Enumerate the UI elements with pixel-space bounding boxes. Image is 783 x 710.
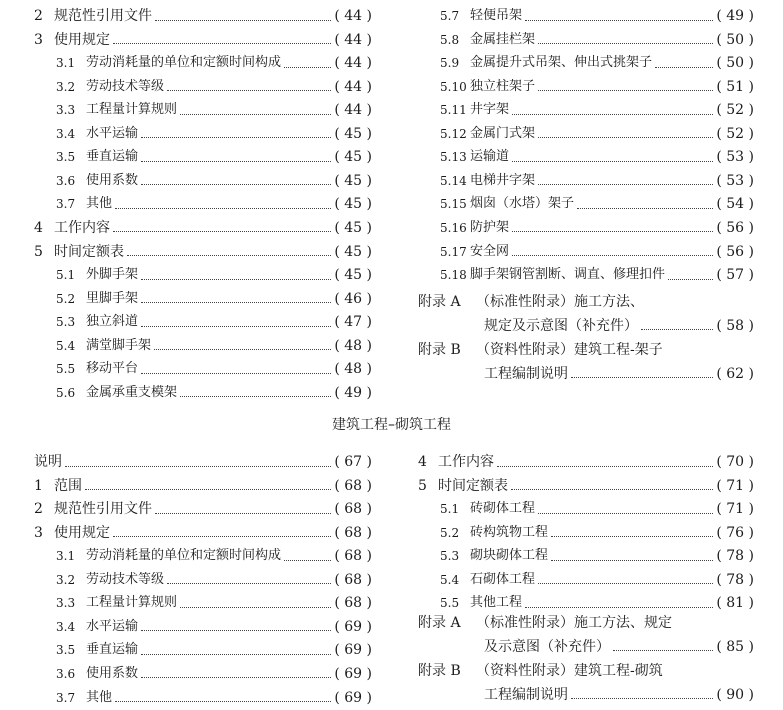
entry-number: 3.7 bbox=[56, 197, 76, 212]
page-number: ( 69 ) bbox=[334, 665, 372, 682]
entry-title: 电梯井字架 bbox=[470, 172, 536, 188]
entry-title: 使用规定 bbox=[54, 524, 110, 541]
entry-number: 3.4 bbox=[56, 619, 76, 634]
dot-leader bbox=[127, 255, 331, 256]
entry-title: 金属门式架 bbox=[470, 125, 536, 141]
entry-title: 规范性引用文件 bbox=[54, 501, 152, 518]
page-number: ( 51 ) bbox=[716, 78, 754, 95]
toc-entry bbox=[34, 217, 372, 239]
entry-title: 时间定额表 bbox=[54, 243, 124, 260]
toc-entry bbox=[418, 451, 754, 473]
toc-appendices-top bbox=[418, 291, 754, 386]
entry-number: 3.6 bbox=[56, 666, 76, 681]
entry-number: 5.17 bbox=[440, 244, 467, 259]
entry-number: 5 bbox=[34, 243, 43, 260]
dot-leader bbox=[113, 43, 331, 44]
dot-leader bbox=[613, 650, 713, 651]
toc-entry bbox=[34, 146, 372, 168]
entry-title: 工作内容 bbox=[438, 454, 494, 470]
dot-leader bbox=[512, 161, 713, 162]
dot-leader bbox=[167, 90, 331, 91]
toc-entry bbox=[34, 264, 372, 286]
page-number: ( 68 ) bbox=[334, 571, 372, 588]
page-number: ( 46 ) bbox=[334, 290, 372, 307]
page-number: ( 44 ) bbox=[334, 78, 372, 95]
entry-number: 3.3 bbox=[56, 103, 76, 118]
page-number: ( 71 ) bbox=[716, 477, 754, 494]
entry-title: 说明 bbox=[34, 454, 62, 470]
dot-leader bbox=[167, 583, 331, 584]
toc-entry bbox=[418, 5, 754, 27]
toc-entry bbox=[418, 52, 754, 74]
page-number: ( 54 ) bbox=[716, 196, 754, 213]
page-number: ( 44 ) bbox=[334, 55, 372, 72]
toc-entry bbox=[34, 663, 372, 685]
dot-leader bbox=[284, 67, 331, 68]
dot-leader bbox=[85, 489, 331, 490]
toc-entry bbox=[418, 170, 754, 192]
toc-entry bbox=[34, 498, 372, 520]
appendix-title-line1: （资料性附录）建筑工程-砌筑 bbox=[476, 663, 663, 679]
dot-leader bbox=[525, 607, 713, 608]
appendix-title-line2: 工程编制说明 bbox=[484, 365, 568, 382]
page-number: ( 49 ) bbox=[334, 384, 372, 401]
page-number: ( 58 ) bbox=[716, 317, 754, 334]
appendix-title-line2-row bbox=[484, 315, 754, 337]
dot-leader bbox=[113, 231, 331, 232]
entry-title: 其他 bbox=[86, 689, 113, 705]
toc-entry bbox=[34, 358, 372, 380]
page-number: ( 71 ) bbox=[716, 501, 754, 518]
page-number: ( 69 ) bbox=[334, 642, 372, 659]
entry-number: 5.12 bbox=[440, 126, 467, 141]
dot-leader bbox=[180, 607, 331, 608]
dot-leader bbox=[113, 536, 331, 537]
entry-number: 5.13 bbox=[440, 150, 467, 165]
entry-title: 其他 bbox=[86, 196, 113, 212]
dot-leader bbox=[141, 161, 331, 162]
entry-title: 水平运输 bbox=[86, 618, 139, 634]
dot-leader bbox=[571, 698, 713, 699]
toc-entry bbox=[34, 687, 372, 709]
entry-number: 5.5 bbox=[56, 362, 76, 377]
entry-title: 垂直运输 bbox=[86, 149, 139, 165]
entry-number: 5.5 bbox=[440, 596, 460, 611]
entry-title: 时间定额表 bbox=[438, 477, 508, 494]
entry-title: 工程量计算规则 bbox=[86, 102, 178, 118]
entry-title: 使用系数 bbox=[86, 665, 139, 681]
entry-title: 金属提升式吊架、伸出式挑架子 bbox=[470, 55, 653, 71]
appendix-title-line1: （标准性附录）施工方法、规定 bbox=[476, 615, 672, 631]
entry-title: 规范性引用文件 bbox=[54, 8, 152, 24]
entry-title: 烟囱（水塔）架子 bbox=[470, 196, 575, 212]
entry-number: 5.14 bbox=[440, 173, 467, 188]
toc-entry bbox=[418, 264, 754, 286]
dot-leader bbox=[141, 302, 331, 303]
entry-number: 5.3 bbox=[56, 315, 76, 330]
page-number: ( 49 ) bbox=[716, 8, 754, 24]
toc-entry bbox=[418, 29, 754, 51]
page-number: ( 67 ) bbox=[334, 454, 372, 470]
page-number: ( 81 ) bbox=[716, 595, 754, 612]
toc-entry bbox=[34, 170, 372, 192]
dot-leader bbox=[512, 114, 713, 115]
toc-entry bbox=[418, 123, 754, 145]
page-number: ( 69 ) bbox=[334, 689, 372, 706]
page-number: ( 68 ) bbox=[334, 501, 372, 518]
entry-title: 石砌体工程 bbox=[470, 571, 536, 587]
dot-leader bbox=[115, 701, 331, 702]
page-number: ( 50 ) bbox=[716, 31, 754, 48]
page-number: ( 68 ) bbox=[334, 595, 372, 612]
toc-entry bbox=[34, 335, 372, 357]
entry-number: 2 bbox=[34, 501, 43, 518]
toc-entry bbox=[34, 193, 372, 215]
entry-title: 金属挂栏架 bbox=[470, 31, 536, 47]
entry-number: 3.1 bbox=[56, 549, 76, 564]
entry-number: 3.5 bbox=[56, 150, 76, 165]
entry-title: 砖砌体工程 bbox=[470, 501, 536, 517]
page-number: ( 45 ) bbox=[334, 267, 372, 284]
entry-title: 范围 bbox=[54, 477, 82, 494]
page-number: ( 44 ) bbox=[334, 8, 372, 24]
section-title: 建筑工程–砌筑工程 bbox=[332, 417, 451, 433]
dot-leader bbox=[141, 654, 331, 655]
toc-entry bbox=[418, 146, 754, 168]
page-number: ( 45 ) bbox=[334, 149, 372, 166]
dot-leader bbox=[512, 255, 713, 256]
dot-leader bbox=[655, 67, 713, 68]
page-number: ( 45 ) bbox=[334, 243, 372, 260]
entry-number: 5.4 bbox=[56, 338, 76, 353]
page-number: ( 62 ) bbox=[716, 365, 754, 382]
toc-entry bbox=[34, 592, 372, 614]
toc-entry bbox=[34, 569, 372, 591]
appendix-title-line1: （资料性附录）建筑工程-架子 bbox=[476, 342, 663, 358]
entry-title: 安全网 bbox=[470, 243, 510, 259]
appendix-label: 附录 A bbox=[418, 294, 461, 310]
toc-entry bbox=[34, 639, 372, 661]
dot-leader bbox=[65, 466, 331, 467]
entry-number: 5.1 bbox=[440, 502, 460, 517]
page-number: ( 78 ) bbox=[716, 548, 754, 565]
appendix-label: 附录 B bbox=[418, 342, 461, 358]
dot-leader bbox=[538, 137, 713, 138]
dot-leader bbox=[141, 677, 331, 678]
appendix-label: 附录 B bbox=[418, 663, 461, 679]
toc-entry bbox=[34, 616, 372, 638]
entry-title: 劳动消耗量的单位和定额时间构成 bbox=[86, 55, 282, 71]
dot-leader bbox=[141, 373, 331, 374]
entry-title: 脚手架钢管割断、调直、修理扣件 bbox=[470, 267, 666, 283]
dot-leader bbox=[668, 279, 713, 280]
entry-number: 5 bbox=[418, 477, 427, 494]
toc-entry bbox=[34, 99, 372, 121]
dot-leader bbox=[497, 466, 713, 467]
toc-entry bbox=[34, 311, 372, 333]
page-number: ( 53 ) bbox=[716, 149, 754, 166]
dot-leader bbox=[551, 536, 713, 537]
entry-title: 外脚手架 bbox=[86, 267, 139, 283]
toc-entry bbox=[418, 522, 754, 544]
entry-number: 5.4 bbox=[440, 572, 460, 587]
page-number: ( 48 ) bbox=[334, 361, 372, 378]
page-number: ( 50 ) bbox=[716, 55, 754, 72]
entry-number: 3.3 bbox=[56, 596, 76, 611]
appendix-title-line1: （标准性附录）施工方法、 bbox=[476, 294, 644, 310]
entry-number: 4 bbox=[34, 219, 43, 236]
dot-leader bbox=[155, 513, 331, 514]
entry-number: 3.6 bbox=[56, 173, 76, 188]
dot-leader bbox=[180, 114, 331, 115]
page-number: ( 45 ) bbox=[334, 219, 372, 236]
entry-title: 垂直运输 bbox=[86, 642, 139, 658]
entry-title: 砖构筑物工程 bbox=[470, 524, 549, 540]
entry-title: 移动平台 bbox=[86, 361, 139, 377]
entry-title: 金属承重支模架 bbox=[86, 384, 178, 400]
entry-title: 独立斜道 bbox=[86, 314, 139, 330]
dot-leader bbox=[525, 20, 713, 21]
page-number: ( 57 ) bbox=[716, 267, 754, 284]
toc-entry bbox=[34, 123, 372, 145]
dot-leader bbox=[284, 560, 331, 561]
page-number: ( 47 ) bbox=[334, 314, 372, 331]
toc-entry bbox=[34, 522, 372, 544]
page-number: ( 48 ) bbox=[334, 337, 372, 354]
entry-number: 3 bbox=[34, 524, 43, 541]
entry-title: 里脚手架 bbox=[86, 290, 139, 306]
dot-leader bbox=[538, 90, 713, 91]
page-number: ( 68 ) bbox=[334, 548, 372, 565]
toc-entry bbox=[34, 29, 372, 51]
dot-leader bbox=[141, 326, 331, 327]
dot-leader bbox=[641, 329, 713, 330]
entry-number: 3.1 bbox=[56, 56, 76, 71]
toc-entry bbox=[418, 99, 754, 121]
entry-title: 工作内容 bbox=[54, 219, 110, 236]
entry-number: 5.9 bbox=[440, 56, 460, 71]
toc-entry bbox=[418, 217, 754, 239]
entry-number: 5.16 bbox=[440, 220, 467, 235]
entry-number: 3.2 bbox=[56, 572, 76, 587]
entry-number: 5.6 bbox=[56, 385, 76, 400]
page-number: ( 44 ) bbox=[334, 102, 372, 119]
entry-title: 井字架 bbox=[470, 102, 510, 118]
page-number: ( 52 ) bbox=[716, 102, 754, 119]
page-number: ( 56 ) bbox=[716, 219, 754, 236]
appendix-title-line2-row bbox=[484, 636, 754, 658]
toc-entry bbox=[418, 569, 754, 591]
toc-entry bbox=[34, 241, 372, 263]
entry-number: 5.3 bbox=[440, 549, 460, 564]
entry-number: 5.10 bbox=[440, 79, 467, 94]
toc-entry bbox=[418, 498, 754, 520]
entry-title: 防护架 bbox=[470, 219, 510, 235]
entry-title: 使用系数 bbox=[86, 172, 139, 188]
toc-entry bbox=[34, 451, 372, 473]
toc-entry bbox=[34, 475, 372, 497]
dot-leader bbox=[512, 231, 713, 232]
page-number: ( 69 ) bbox=[334, 618, 372, 635]
page-number: ( 85 ) bbox=[716, 638, 754, 655]
entry-title: 劳动技术等级 bbox=[86, 571, 165, 587]
entry-number: 3.2 bbox=[56, 79, 76, 94]
dot-leader bbox=[141, 279, 331, 280]
page-number: ( 68 ) bbox=[334, 477, 372, 494]
page-number: ( 45 ) bbox=[334, 172, 372, 189]
toc-entry bbox=[418, 193, 754, 215]
entry-number: 5.8 bbox=[440, 32, 460, 47]
appendix-title-line2: 及示意图（补充件） bbox=[484, 638, 610, 655]
toc-entry bbox=[418, 592, 754, 614]
dot-leader bbox=[180, 396, 331, 397]
entry-title: 砌块砌体工程 bbox=[470, 548, 549, 564]
dot-leader bbox=[538, 43, 713, 44]
dot-leader bbox=[155, 20, 331, 21]
page-number: ( 70 ) bbox=[716, 454, 754, 470]
toc-entry bbox=[34, 52, 372, 74]
entry-title: 劳动技术等级 bbox=[86, 78, 165, 94]
entry-title: 工程量计算规则 bbox=[86, 595, 178, 611]
page-number: ( 45 ) bbox=[334, 125, 372, 142]
toc-entry bbox=[418, 545, 754, 567]
entry-number: 3.4 bbox=[56, 126, 76, 141]
appendix-title-line2: 工程编制说明 bbox=[484, 686, 568, 703]
entry-number: 5.11 bbox=[440, 103, 467, 118]
dot-leader bbox=[538, 513, 713, 514]
appendix-title-line2-row bbox=[484, 363, 754, 385]
page-number: ( 53 ) bbox=[716, 172, 754, 189]
entry-number: 5.18 bbox=[440, 268, 467, 283]
entry-number: 5.7 bbox=[440, 9, 460, 23]
page-number: ( 78 ) bbox=[716, 571, 754, 588]
dot-leader bbox=[154, 349, 331, 350]
dot-leader bbox=[538, 583, 713, 584]
appendix-title-line2: 规定及示意图（补充件） bbox=[484, 317, 638, 334]
entry-title: 轻便吊架 bbox=[470, 8, 523, 23]
entry-number: 5.15 bbox=[440, 197, 467, 212]
dot-leader bbox=[141, 137, 331, 138]
entry-number: 5.1 bbox=[56, 268, 76, 283]
entry-title: 劳动消耗量的单位和定额时间构成 bbox=[86, 548, 282, 564]
toc-entry bbox=[34, 545, 372, 567]
toc-entry bbox=[34, 288, 372, 310]
page-number: ( 52 ) bbox=[716, 125, 754, 142]
entry-number: 4 bbox=[418, 454, 427, 470]
entry-number: 3.7 bbox=[56, 690, 76, 705]
toc-entry bbox=[34, 382, 372, 404]
entry-title: 满堂脚手架 bbox=[86, 337, 152, 353]
appendix-title-line2-row bbox=[484, 684, 754, 706]
dot-leader bbox=[571, 377, 713, 378]
entry-title: 其他工程 bbox=[470, 595, 523, 611]
page-number: ( 56 ) bbox=[716, 243, 754, 260]
page-number: ( 45 ) bbox=[334, 196, 372, 213]
entry-number: 2 bbox=[34, 8, 43, 24]
entry-number: 3 bbox=[34, 31, 43, 48]
toc-appendices-bottom bbox=[418, 612, 754, 707]
entry-title: 运输道 bbox=[470, 149, 510, 165]
appendix-label: 附录 A bbox=[418, 615, 461, 631]
toc-entry bbox=[34, 5, 372, 27]
dot-leader bbox=[511, 489, 713, 490]
entry-number: 5.2 bbox=[56, 291, 76, 306]
entry-number: 1 bbox=[34, 477, 43, 494]
dot-leader bbox=[538, 184, 713, 185]
toc-entry bbox=[418, 241, 754, 263]
entry-number: 5.2 bbox=[440, 525, 460, 540]
page-number: ( 90 ) bbox=[716, 686, 754, 703]
entry-title: 独立柱架子 bbox=[470, 78, 536, 94]
entry-title: 使用规定 bbox=[54, 31, 110, 48]
dot-leader bbox=[577, 208, 713, 209]
dot-leader bbox=[141, 184, 331, 185]
dot-leader bbox=[115, 208, 331, 209]
dot-leader bbox=[551, 560, 713, 561]
toc-entry bbox=[418, 475, 754, 497]
entry-number: 3.5 bbox=[56, 643, 76, 658]
page-number: ( 44 ) bbox=[334, 31, 372, 48]
entry-title: 水平运输 bbox=[86, 125, 139, 141]
dot-leader bbox=[141, 630, 331, 631]
toc-entry bbox=[34, 76, 372, 98]
page-number: ( 68 ) bbox=[334, 524, 372, 541]
page-number: ( 76 ) bbox=[716, 524, 754, 541]
toc-entry bbox=[418, 76, 754, 98]
